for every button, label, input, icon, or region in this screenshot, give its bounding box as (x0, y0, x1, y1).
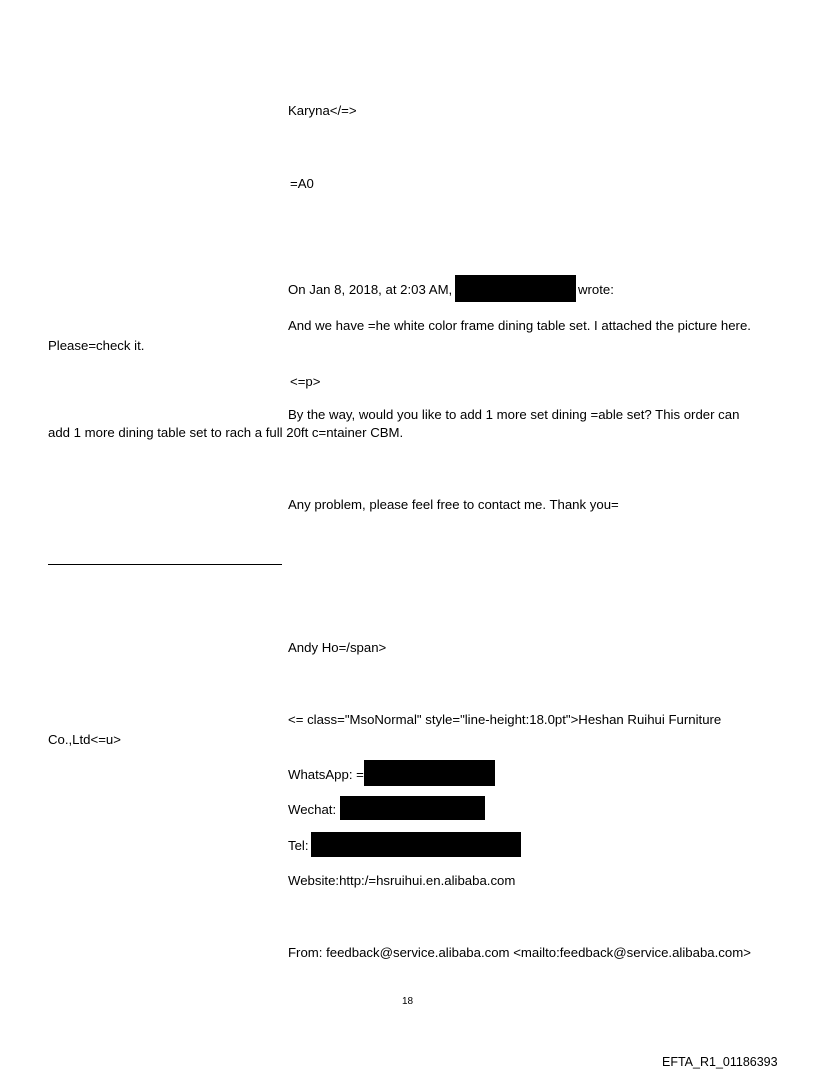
body-line: And we have =he white color frame dining table set. I attached the picture here. (288, 318, 751, 333)
wechat-label: Wechat: (288, 802, 337, 817)
from-line: From: feedback@service.alibaba.com <mailto:feedback@service.alibaba.com> (288, 945, 751, 960)
body-line: Any problem, please feel free to contact me. Thank you= (288, 497, 619, 512)
quote-wrote: wrote: (578, 282, 614, 297)
quote-header: On Jan 8, 2018, at 2:03 AM, (288, 282, 453, 297)
company-line: <= class="MsoNormal" style="line-height:18.0pt">Heshan Ruihui Furniture (288, 712, 722, 727)
signature-divider (48, 564, 282, 565)
tel-label: Tel: (288, 838, 309, 853)
company-line: Co.,Ltd<=u> (48, 732, 121, 747)
page-number: 18 (402, 996, 414, 1007)
body-line: add 1 more dining table set to rach a full 20ft c=ntainer CBM. (48, 425, 404, 440)
redaction-box-sender (455, 275, 576, 302)
redaction-box-wechat (340, 796, 485, 820)
whatsapp-label: WhatsApp: = (288, 767, 364, 782)
signoff-name: Karyna</=> (288, 103, 357, 118)
signature-name: Andy Ho=/span> (288, 640, 387, 655)
body-line: By the way, would you like to add 1 more set dining =able set? This order can (288, 407, 740, 422)
website-line: Website:http:/=hsruihui.en.alibaba.com (288, 873, 516, 888)
document-id: EFTA_R1_01186393 (662, 1055, 778, 1069)
redaction-box-whatsapp (364, 760, 495, 786)
redaction-box-tel (311, 832, 521, 857)
html-fragment: <=p> (290, 374, 321, 389)
nbsp-line: =A0 (290, 176, 314, 191)
body-line: Please=check it. (48, 338, 145, 353)
